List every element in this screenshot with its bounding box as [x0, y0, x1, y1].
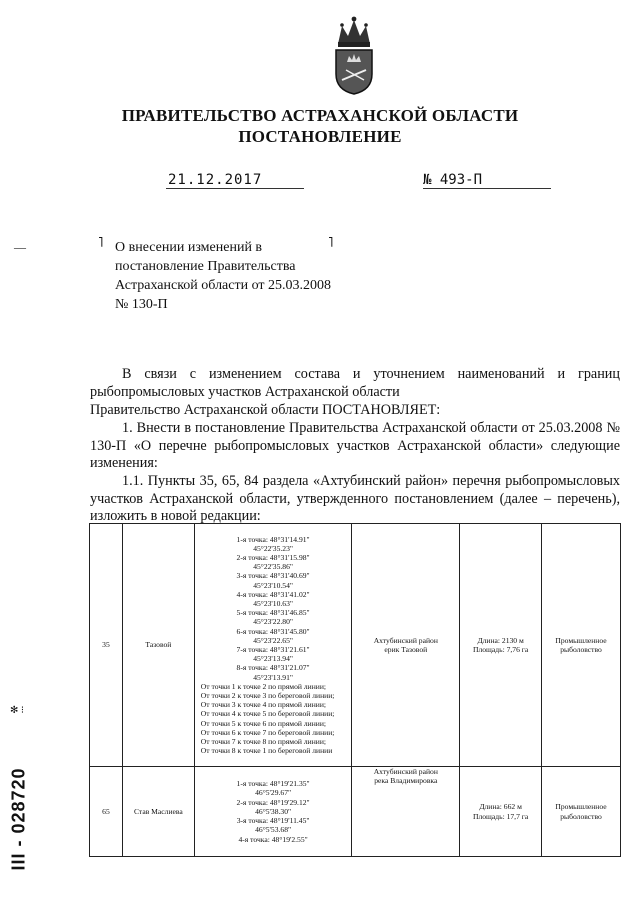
coord-line: 5-я точка: 48°31'46.85"	[236, 608, 310, 618]
coord-line: 6-я точка: 48°31'45.80"	[236, 626, 310, 636]
coord-line: 45°23'10.63"	[253, 598, 293, 608]
purpose-line: рыболовство	[560, 811, 602, 821]
coord-line: 1-я точка: 48°19'21.35"	[236, 779, 310, 789]
location-water-body: река Владимировка	[374, 776, 438, 786]
coat-of-arms-icon	[328, 14, 380, 96]
coord-line: 3-я точка: 48°31'40.69"	[236, 571, 310, 581]
coord-line: 45°22'35.86"	[253, 562, 293, 572]
coord-line: 45°23'22.65"	[253, 635, 293, 645]
coord-line: 8-я точка: 48°31'21.07"	[236, 663, 310, 673]
length-value: Длина: 2130 м	[477, 635, 524, 645]
purpose-cell	[542, 767, 621, 857]
form-serial-stamp	[4, 705, 29, 905]
location-district: Ахтубинский район	[373, 635, 438, 645]
area-value: Площадь: 7,76 га	[472, 645, 529, 654]
document-number: 493-П	[439, 172, 483, 188]
purpose-line: Промышленное	[555, 635, 607, 645]
coord-line: 4-я точка: 48°19'2.55"	[238, 834, 308, 844]
document-number-field	[423, 172, 551, 189]
document-subject: О внесении изменений в постановление Правительства Астраханской области от 25.03.2008 № 130-П	[115, 240, 332, 312]
boundary-line: От точки 3 к точке 4 по прямой линии;	[200, 700, 327, 710]
area-name: Став Маслиева	[122, 767, 194, 857]
boundary-line: От точки 6 к точке 7 по береговой линии;	[200, 727, 335, 737]
coordinates-cell	[194, 524, 352, 767]
location-water-body: ерик Тазовой	[384, 645, 428, 654]
fishing-areas-table	[89, 523, 621, 857]
coord-line: 1-я точка: 48°31'14.91"	[236, 534, 310, 544]
size-cell	[460, 767, 542, 857]
document-date: 21.12.2017	[166, 172, 304, 189]
coord-line: 46°5'53.68"	[255, 825, 292, 835]
form-serial-number: III - 028720	[8, 767, 29, 871]
size-cell	[460, 524, 542, 767]
coord-line: 46°5'38.30"	[255, 806, 292, 816]
row-number: 65	[90, 767, 123, 857]
clause-1-paragraph: 1. Внести в постановление Правительства Астраханской области от 25.03.2008 № 130-П «О перечне рыбопромысловых участков Астраханской области» следующие изменения:	[90, 420, 620, 471]
table-row	[90, 524, 621, 767]
length-value: Длина: 662 м	[479, 802, 522, 812]
location-district: Ахтубинский район	[373, 767, 438, 776]
stamp-mark: ✻ ⁝	[10, 705, 25, 716]
resolution-paragraph: Правительство Астраханской области ПОСТАНОВЛЯЕТ:	[90, 402, 441, 418]
coord-line: 45°23'13.91"	[253, 672, 293, 682]
location-cell	[352, 524, 460, 767]
area-name: Тазовой	[122, 524, 194, 767]
coord-line: 2-я точка: 48°19'29.12"	[236, 797, 310, 807]
preamble-paragraph: В связи с изменением состава и уточнением наименований и границ рыбопромысловых участков Астраханской области	[90, 366, 620, 400]
area-value: Площадь: 17,7 га	[472, 811, 529, 821]
coord-line: 45°23'22.80"	[253, 617, 293, 627]
corner-bracket-right: ˥	[328, 236, 334, 251]
margin-dash: —	[14, 240, 26, 254]
boundary-line: От точки 5 к точке 6 по прямой линии;	[200, 718, 327, 728]
coordinates-cell	[194, 767, 352, 857]
coord-line: 46°5'29.67"	[255, 788, 292, 798]
clause-1-1-paragraph: 1.1. Пункты 35, 65, 84 раздела «Ахтубинский район» перечня рыбопромысловых участков Астраханской области, утвержденного постановлением (далее – перечень), изложить в новой редакции:	[90, 473, 620, 524]
corner-bracket-left: ˥	[98, 236, 104, 251]
document-type: ПОСТАНОВЛЕНИЕ	[238, 127, 402, 146]
coord-line: 3-я точка: 48°19'11.45"	[236, 816, 310, 826]
coord-line: 2-я точка: 48°31'15.98"	[236, 552, 310, 562]
purpose-line: рыболовство	[560, 645, 602, 654]
location-cell	[352, 767, 460, 857]
boundary-line: От точки 4 к точке 5 по береговой линии;	[200, 709, 335, 719]
number-label: №	[423, 172, 432, 188]
coord-line: 45°23'10.54"	[253, 580, 293, 590]
boundary-line: От точки 7 к точке 8 по прямой линии;	[200, 737, 327, 747]
boundary-line: От точки 8 к точке 1 по береговой линии	[200, 746, 333, 756]
government-title: ПРАВИТЕЛЬСТВО АСТРАХАНСКОЙ ОБЛАСТИ	[121, 106, 519, 125]
coord-line: 7-я точка: 48°31'21.61"	[236, 645, 310, 654]
boundary-line: От точки 2 к точке 3 по береговой линии;	[200, 691, 335, 701]
coord-line: 45°22'35.23"	[253, 543, 293, 553]
table-row	[90, 767, 621, 857]
coord-line: 4-я точка: 48°31'41.02"	[236, 589, 310, 599]
purpose-cell	[542, 524, 621, 767]
boundary-line: От точки 1 к точке 2 по прямой линии;	[200, 681, 327, 691]
coord-line: 45°23'13.94"	[253, 654, 293, 664]
row-number: 35	[90, 524, 123, 767]
purpose-line: Промышленное	[555, 802, 607, 812]
